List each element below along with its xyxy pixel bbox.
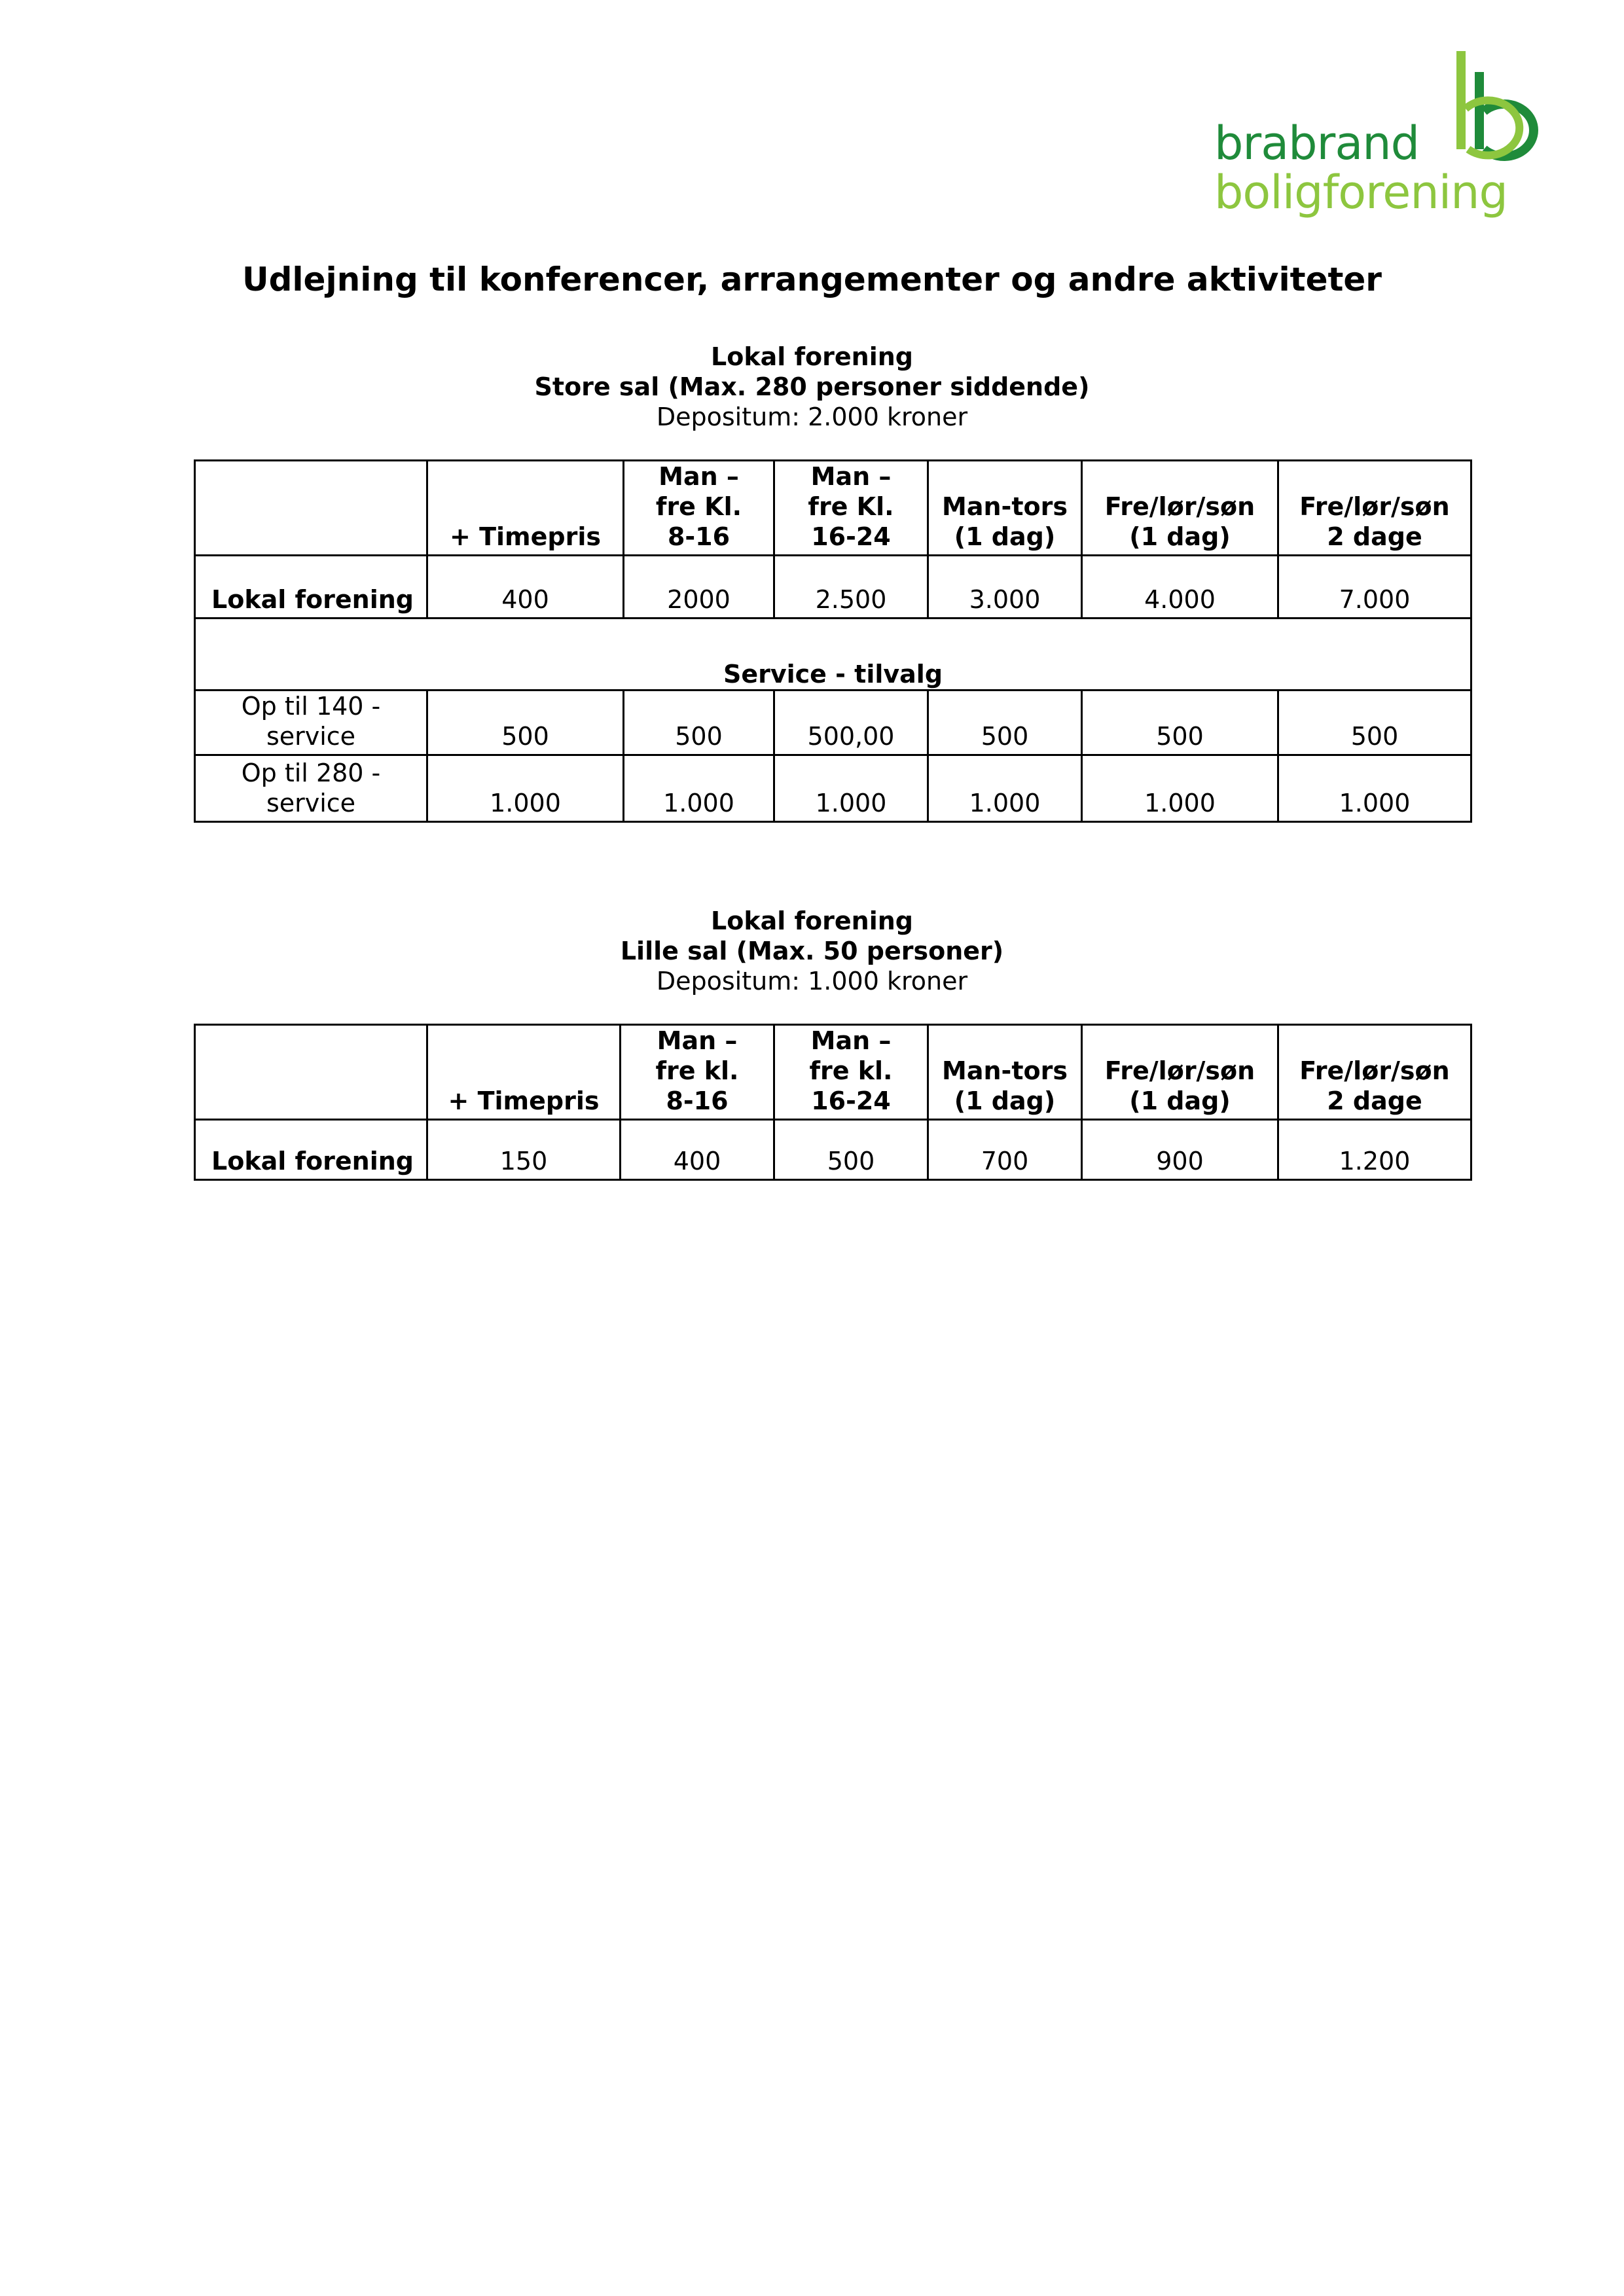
header-cell <box>195 1025 427 1120</box>
logo-text-boligforening: boligforening <box>1214 166 1507 219</box>
header-cell: Man-tors (1 dag) <box>928 1025 1082 1120</box>
table-cell: 1.000 <box>1082 755 1278 822</box>
table-cell: 500 <box>774 1120 928 1180</box>
section1-table <box>194 459 1472 823</box>
table-cell: 1.000 <box>928 755 1082 822</box>
section2-line1: Lokal forening <box>711 906 913 935</box>
service-heading-row <box>195 619 1471 691</box>
table-row <box>195 1120 1471 1180</box>
row-label: Lokal forening <box>195 1120 427 1180</box>
table-cell: 1.000 <box>427 755 624 822</box>
logo-text-brabrand: brabrand <box>1214 117 1420 170</box>
table-cell: 1.000 <box>774 755 928 822</box>
table-cell: 4.000 <box>1082 556 1278 619</box>
table-cell: 500 <box>1082 691 1278 755</box>
table-cell: 3.000 <box>928 556 1082 619</box>
header-cell: Man – fre Kl. 16-24 <box>774 461 928 556</box>
table-cell: 500 <box>1278 691 1471 755</box>
table-cell: 2000 <box>624 556 774 619</box>
header-cell: Man – fre kl. 16-24 <box>774 1025 928 1120</box>
table-cell: 1.000 <box>624 755 774 822</box>
header-cell: Fre/lør/søn 2 dage <box>1278 461 1471 556</box>
table-cell: 1.200 <box>1278 1120 1471 1180</box>
table-cell: 700 <box>928 1120 1082 1180</box>
header-cell: Man-tors (1 dag) <box>928 461 1082 556</box>
section2-line2: Lille sal (Max. 50 personer) <box>620 937 1004 965</box>
section1-line1: Lokal forening <box>711 342 913 371</box>
section1-deposit: Depositum: 2.000 kroner <box>656 403 968 431</box>
table-row <box>195 691 1471 755</box>
header-cell: Fre/lør/søn 2 dage <box>1278 1025 1471 1120</box>
section2-deposit: Depositum: 1.000 kroner <box>656 967 968 996</box>
table-cell: 500,00 <box>774 691 928 755</box>
table-cell: 900 <box>1082 1120 1278 1180</box>
header-cell: + Timepris <box>427 461 624 556</box>
table-cell: 1.000 <box>1278 755 1471 822</box>
service-heading: Service - tilvalg <box>195 619 1471 691</box>
header-cell: Fre/lør/søn (1 dag) <box>1082 461 1278 556</box>
logo <box>1214 46 1542 223</box>
table-row <box>195 556 1471 619</box>
section2-header-row <box>195 1025 1471 1120</box>
table-cell: 150 <box>427 1120 621 1180</box>
header-cell <box>195 461 427 556</box>
header-cell: + Timepris <box>427 1025 621 1120</box>
row-label: Op til 280 - service <box>195 755 427 822</box>
header-cell: Man – fre kl. 8-16 <box>621 1025 774 1120</box>
table-cell: 400 <box>427 556 624 619</box>
section2-heading <box>0 906 1624 996</box>
section1-heading <box>0 342 1624 432</box>
row-label: Op til 140 - service <box>195 691 427 755</box>
table-cell: 7.000 <box>1278 556 1471 619</box>
section1-header-row <box>195 461 1471 556</box>
header-cell: Fre/lør/søn (1 dag) <box>1082 1025 1278 1120</box>
header-cell: Man – fre Kl. 8-16 <box>624 461 774 556</box>
table-row <box>195 755 1471 822</box>
table-cell: 500 <box>427 691 624 755</box>
table-cell: 400 <box>621 1120 774 1180</box>
table-cell: 500 <box>928 691 1082 755</box>
document-title: Udlejning til konferencer, arrangementer og andre aktiviteter <box>242 260 1382 298</box>
table-cell: 500 <box>624 691 774 755</box>
brabrand-logo-mark-icon <box>1450 46 1542 164</box>
section2-table <box>194 1024 1472 1181</box>
row-label: Lokal forening <box>195 556 427 619</box>
table-cell: 2.500 <box>774 556 928 619</box>
section1-line2: Store sal (Max. 280 personer siddende) <box>534 372 1090 401</box>
